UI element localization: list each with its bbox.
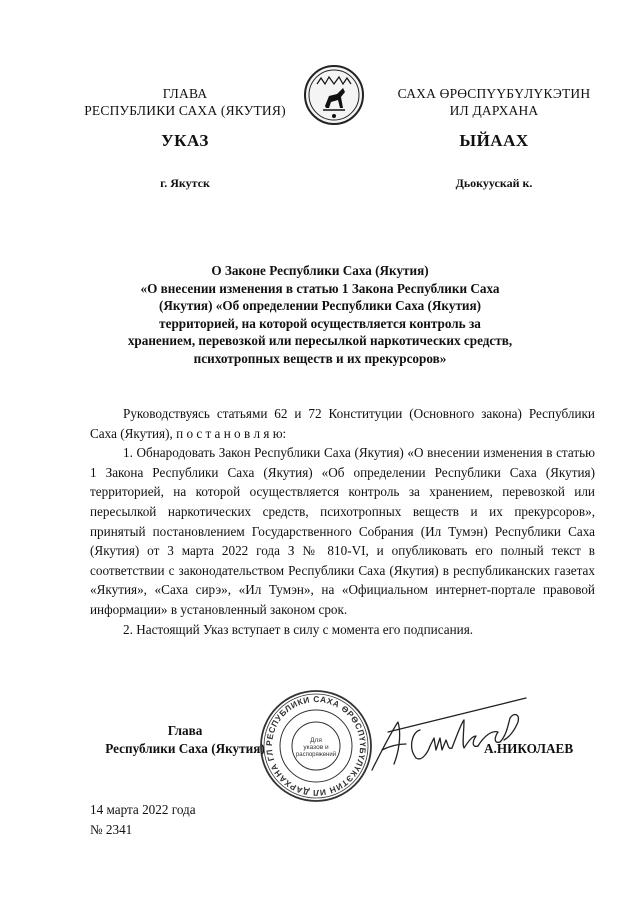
body-intro: Руководствуясь статьями 62 и 72 Конституции (Основного закона) Республики Саха (Якутия), п о с т а н о в л я ю: bbox=[90, 406, 595, 441]
stamp-center-line2: указов и bbox=[303, 744, 329, 751]
coat-of-arms-emblem bbox=[303, 64, 365, 126]
stamp-ring-text: РЕСПУБЛИКИ САХА ӨРӨСПҮҮБҮЛҮКЭТИН ИЛ ДАРХАНА ГЛ bbox=[263, 693, 369, 799]
signature-title bbox=[90, 722, 280, 758]
title-line: О Законе Республики Саха (Якутия) bbox=[211, 263, 429, 278]
header-right-line2: ИЛ ДАРХАНА bbox=[449, 103, 539, 118]
header-right bbox=[384, 85, 604, 119]
header-left bbox=[70, 85, 300, 119]
handwritten-signature bbox=[368, 692, 528, 782]
stamp-center-line3: распоряжений bbox=[295, 752, 337, 758]
title-line: хранением, перевозкой или пересылкой наркотических средств, bbox=[127, 333, 513, 348]
signatory-name: А.НИКОЛАЕВ bbox=[484, 741, 574, 756]
header-right-line1: САХА ӨРӨСПҮҮБҮЛҮКЭТИН bbox=[397, 86, 591, 101]
decree-body bbox=[90, 404, 595, 639]
title-line: психотропных веществ и их прекурсоров» bbox=[193, 350, 447, 366]
city-right: Дьокуускай к. bbox=[455, 176, 533, 190]
title-line: «О внесении изменения в статью 1 Закона Республики Саха bbox=[140, 280, 500, 296]
decree-date: 14 марта 2022 года bbox=[90, 802, 196, 817]
body-item-2: 2. Настоящий Указ вступает в силу с момента его подписания. bbox=[123, 621, 474, 637]
header-left-line1: ГЛАВА bbox=[162, 86, 208, 101]
official-stamp bbox=[258, 688, 374, 804]
signature-title-line2: Республики Саха (Якутия) bbox=[105, 741, 265, 756]
title-line: территорией, на которой осуществляется контроль за bbox=[159, 315, 481, 331]
body-item-1: 1. Обнародовать Закон Республики Саха (Якутия) «О внесении изменения в статью 1 Закона Республики Саха (Якутия) «Об определении Республики Саха (Якутия) территорией, на которой осуществляется контроль за хранением, перевозкой или пересылкой наркотических средств, психотропных веществ и их прекурсоров», принятый постановлением Государственного Собрания (Ил Тумэн) Республики Саха (Якутия) от 3 марта 2022 года З № 810-VI, и опубликовать его полный текст в соответствии с законодательством Республики Саха (Якутия) в республиканских газетах «Якутия», «Саха сирэ», «Ил Тумэн», на «Официальном интернет-портале правовой информации» в установленный законом срок. bbox=[90, 445, 595, 617]
decree-number: № 2341 bbox=[90, 822, 133, 837]
decree-footer bbox=[90, 800, 330, 840]
decree-title bbox=[60, 262, 580, 367]
doc-type-right: ЫЙААХ bbox=[459, 131, 529, 150]
title-line: (Якутия) «Об определении Республики Саха (Якутия) bbox=[158, 298, 482, 313]
header-left-line2: РЕСПУБЛИКИ САХА (ЯКУТИЯ) bbox=[84, 103, 286, 118]
city-left: г. Якутск bbox=[160, 176, 210, 190]
stamp-center-line1: Для bbox=[310, 737, 322, 744]
signature-title-line1: Глава bbox=[167, 723, 203, 738]
doc-type-left: УКАЗ bbox=[161, 131, 209, 150]
